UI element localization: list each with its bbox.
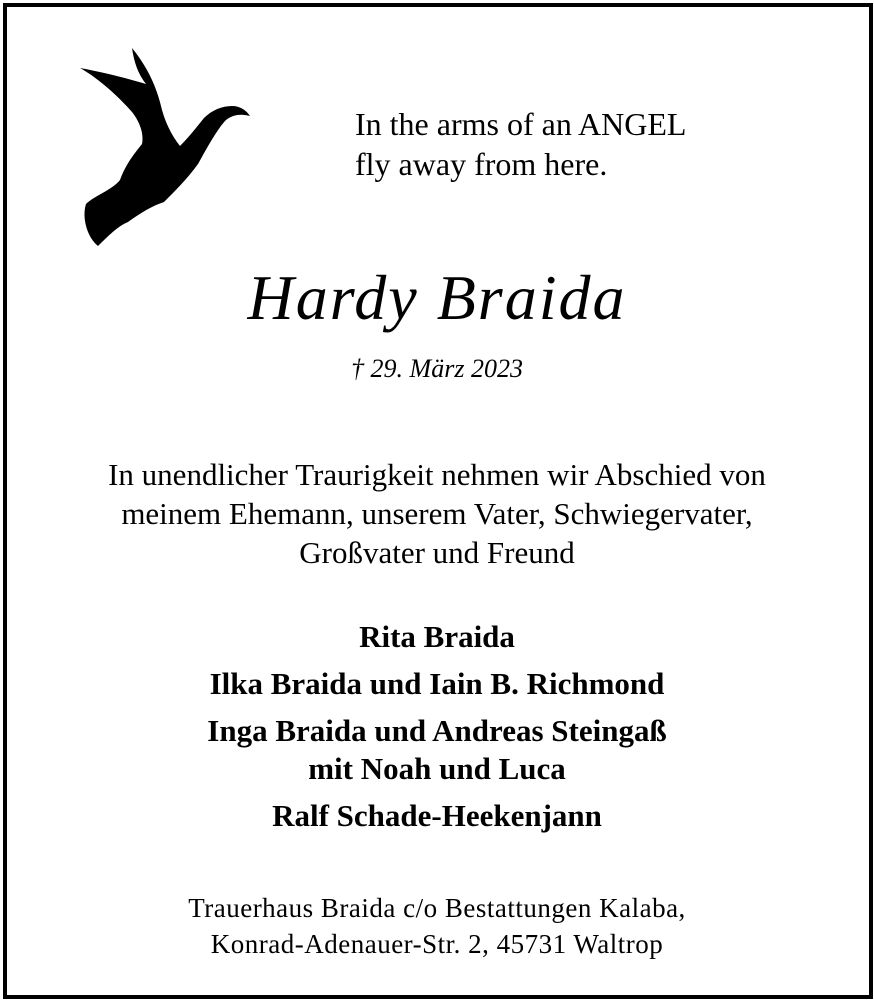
mourner-4: Ralf Schade-Heekenjann xyxy=(272,798,602,833)
mourner-2: Ilka Braida und Iain B. Richmond xyxy=(209,666,665,701)
footer-line-2: Konrad-Adenauer-Str. 2, 45731 Waltrop xyxy=(210,929,664,959)
poem xyxy=(355,104,686,184)
farewell-message xyxy=(0,455,874,572)
mourners-list xyxy=(0,618,874,835)
poem-line-2: fly away from here. xyxy=(355,146,608,182)
deceased-name: Hardy Braida xyxy=(247,262,627,333)
message-line-2: meinem Ehemann, unserem Vater, Schwiegervater, xyxy=(121,496,753,531)
mourner-3: Inga Braida und Andreas Steingaß xyxy=(207,713,667,748)
poem-line-1: In the arms of an ANGEL xyxy=(355,106,687,142)
message-line-3: Großvater und Freund xyxy=(299,535,575,570)
footer-line-1: Trauerhaus Braida c/o Bestattungen Kalaba, xyxy=(188,893,686,923)
mourner-3-children: mit Noah und Luca xyxy=(308,751,566,786)
death-date: † 29. März 2023 xyxy=(351,354,523,383)
mourner-1: Rita Braida xyxy=(359,619,515,654)
address-footer xyxy=(0,890,874,962)
dove-icon xyxy=(72,40,257,252)
message-line-1: In unendlicher Traurigkeit nehmen wir Abschied von xyxy=(108,457,766,492)
